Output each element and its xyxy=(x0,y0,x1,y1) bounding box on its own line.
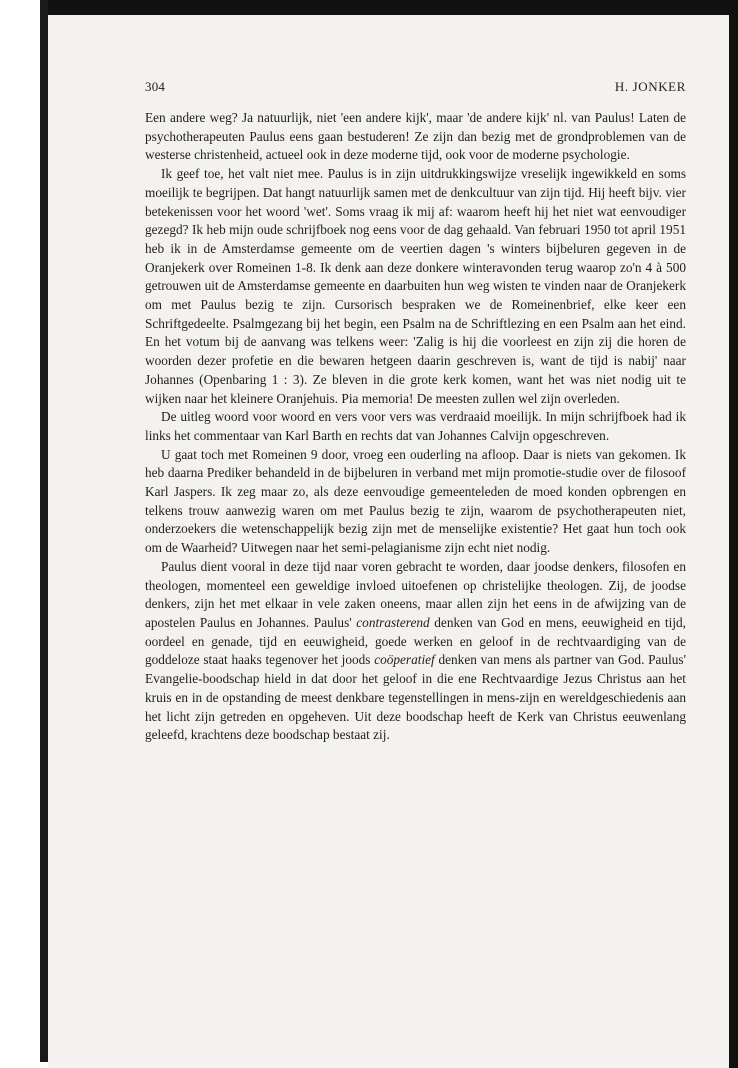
paragraph: Een andere weg? Ja natuurlijk, niet 'een andere kijk', maar 'de andere kijk' nl. van Paulus! Laten de psychotherapeuten Paulus eens gaan bestuderen! Ze zijn dan bezig met de grondproblemen van de westerse christenheid, actueel ook in deze moderne tijd, ook voor de moderne psychologie. xyxy=(145,110,686,163)
paragraph-last xyxy=(145,558,686,745)
emphasis-cooperatief: coöperatief xyxy=(374,652,435,668)
paragraph: U gaat toch met Romeinen 9 door, vroeg een ouderling na afloop. Daar is niets van gekomen. Ik heb daarna Prediker behandeld in de bijbeluren in verband met mijn promotie-studie over de filosoof Karl Jaspers. Ik zeg maar zo, als deze eenvoudige gemeenteleden de moed konden opbrengen en telkens trouw aanwezig waren om met Paulus bezig te zijn, waarom de psychotherapeuten niet, onderzoekers die wetenschappelijk bezig zijn met de menselijke existentie? Het gaat hun toch ook om de Waarheid? Uitwegen naar het semi-pelagianisme zijn echt niet nodig. xyxy=(145,446,686,556)
emphasis-contrasterend: contrasterend xyxy=(356,614,430,630)
paragraph: De uitleg woord voor woord en vers voor vers was verdraaid moeilijk. In mijn schrijfboek had ik links het commentaar van Karl Barth en rechts dat van Johannes Calvijn opgeschreven. xyxy=(145,409,686,443)
scan-border-right xyxy=(729,0,738,1068)
running-head-author: H. JONKER xyxy=(614,79,686,94)
text-run: denken van God en mens, eeuwigheid en tijd, oordeel en genade, tijd en eeuwigheid, goede werken en geloof in de rechtvaardiging van de goddeloze staat haaks tegenover het joods xyxy=(145,614,686,668)
text-run: denken van mens als partner van God. Paulus' Evangelie-boodschap hield in dat door het geloof in die ene Rechtvaardige Jezus Christus aan het kruis en in de opstanding de meest denkbare tegenstellingen in mens-zijn en wereldgeschiedenis aan het licht zijn getreden en opgeheven. Uit deze boodschap heeft de Kerk van Christus eeuwenlang geleefd, krachtens deze boodschap bestaat zij. xyxy=(145,652,686,743)
scan-border-left xyxy=(40,0,48,1062)
scan-border-top xyxy=(40,0,738,15)
text-run: Paulus dient vooral in deze tijd naar voren gebracht te worden, daar joodse denkers, filosofen en theologen, momenteel een geweldige invloed uitoefenen op christelijke theologen. Zij, de joodse denkers, zijn het met elkaar in vele zaken oneens, maar allen zijn het eens in de afwijzing van de apostelen Paulus en Johannes. Paulus' xyxy=(145,558,686,630)
body-text xyxy=(145,109,686,745)
page-number: 304 xyxy=(145,79,166,94)
running-header xyxy=(145,79,686,94)
paragraph: Ik geef toe, het valt niet mee. Paulus is in zijn uitdrukkingswijze vreselijk ingewikkeld en soms moeilijk te begrijpen. Dat hangt natuurlijk samen met de denkcultuur van zijn tijd. Hij heeft bijv. vier betekenissen voor het woord 'wet'. Soms vraag ik mij af: waarom heeft hij het niet wat eenvoudiger gezegd? Ik heb mijn oude schrijfboek nog eens voor de dag gehaald. Van februari 1950 tot april 1951 heb ik in de Amsterdamse gemeente om de veertien dagen 's winters bijbeluren gegeven in de Oranjekerk over Romeinen 1-8. Ik denk aan deze donkere winteravonden terug waarop zo'n 4 à 500 getrouwen uit de Amsterdamse gemeente en daarbuiten hun weg wisten te vinden naar de Oranjekerk om met Paulus bezig te zijn. Cursorisch bespraken we de Romeinenbrief, elke keer een Schriftgedeelte. Psalmgezang bij het begin, een Psalm na de Schriftlezing en een Psalm aan het eind. En het votum bij de aanvang was telkens weer: 'Zalig is hij die voorleest en zijn zij die horen de woorden dezer profetie en die bewaren hetgeen daarin geschreven is, want de tijd is nabij' naar Johannes (Openbaring 1 : 3). Ze bleven in die grote kerk komen, want het was niet nodig uit te wijken naar het kleinere Oranjehuis. Pia memoria! De meesten zullen wel zijn overleden. xyxy=(145,166,686,406)
